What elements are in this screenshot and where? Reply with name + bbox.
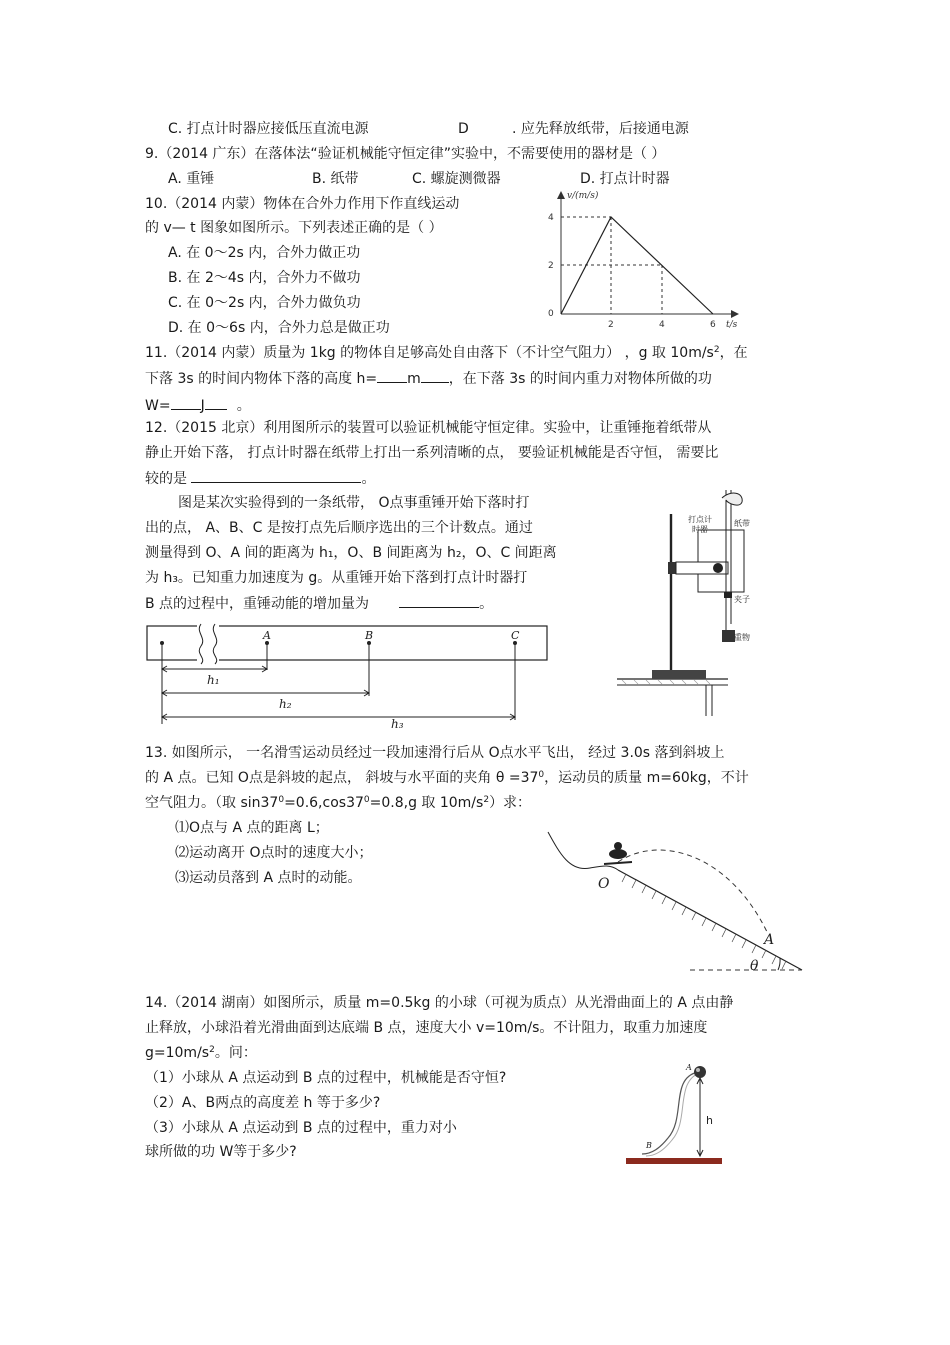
q10-option-c: C. 在 0～2s 内，合外力做负功 [168, 295, 361, 311]
q12-line2: 静止开始下落， 打点计时器在纸带上打出一系列清晰的点， 要验证机械能是否守恒， 需要比 [145, 445, 719, 461]
q14-curve-figure [620, 1058, 730, 1170]
q10-option-a: A. 在 0～2s 内，合外力做正功 [168, 245, 361, 261]
skier-icon [604, 842, 632, 864]
q12-blank-compare[interactable] [191, 468, 361, 483]
label-timer-2: 时器 [692, 525, 708, 534]
label-c: C [511, 629, 520, 642]
q8-option-d: . 应先释放纸带，后接通电源 [512, 121, 689, 137]
q12-line8: B 点的过程中，重锤动能的增加量为 。 [145, 593, 493, 614]
q12-line1: 12.（2015 北京）利用图所示的装置可以验证机械能守恒定律。实验中，让重锤拖着纸带从 [145, 420, 712, 436]
q11-line3: W= J 。 [145, 395, 251, 416]
q9-option-c: C. 螺旋测微器 [412, 171, 501, 187]
label-h1: h₁ [207, 673, 220, 687]
q14-sub3-cont: 球所做的功 W等于多少? [145, 1144, 297, 1160]
label-timer-1: 打点计 [688, 515, 712, 524]
ball [694, 1066, 706, 1078]
q14-sub2: （2）A、B两点的高度差 h 等于多少? [145, 1095, 381, 1111]
x-tick-4: 4 [659, 320, 665, 330]
label-a: A [686, 1063, 692, 1072]
label-b: B [646, 1141, 652, 1150]
y-tick-2: 2 [548, 261, 554, 271]
q11-blank-w[interactable] [171, 395, 201, 410]
q13-ski-slope-figure [540, 824, 810, 976]
q10-option-d: D. 在 0～6s 内，合外力总是做正功 [168, 320, 390, 336]
label-h: h [706, 1114, 713, 1127]
q12-line6: 测量得到 O、A 间的距离为 h₁，O、B 间距离为 h₂，O、C 间距离 [145, 545, 557, 561]
slope-line [618, 870, 802, 970]
q9-option-b: B. 纸带 [312, 171, 359, 187]
q9-stem: 9.（2014 广东）在落体法“验证机械能守恒定律”实验中，不需要使用的器材是（ ） [145, 146, 666, 162]
y-tick-4: 4 [548, 213, 554, 223]
ground [626, 1158, 722, 1164]
q11-line1: 11.（2014 内蒙）质量为 1kg 的物体自足够高处自由落下（不计空气阻力） ，g 取 $10m/s^2$，在 [145, 345, 748, 361]
y-tick-0: 0 [548, 309, 554, 319]
q13-line3: 空气阻力。（取 $\sin 37^0=0.6,\cos 37^0=0.8,g$ 取 $10m/s^2$）求： [145, 795, 532, 811]
label-theta: θ [750, 958, 759, 974]
q12-line4: 图是某次实验得到的一条纸带， O点事重锤开始下落时打 [178, 495, 530, 511]
q10-stem-line1: 10.（2014 内蒙）物体在合外力作用下作直线运动 [145, 196, 460, 212]
q13-line1: 13. 如图所示， 一名滑雪运动员经过一段加速滑行后从 O点水平飞出， 经过 3.0s 落到斜坡上 [145, 745, 725, 761]
q12-line3: 较的是 。 [145, 468, 375, 489]
theta-arc [778, 958, 780, 970]
velocity-line [561, 217, 713, 314]
label-tape: 纸带 [734, 519, 750, 528]
q8-option-c: C. 打点计时器应接低压直流电源 [168, 121, 369, 137]
q12-blank-ek[interactable] [399, 593, 479, 608]
q12-line5: 出的点， A、B、C 是按打点先后顺序选出的三个计数点。通过 [145, 520, 533, 536]
rod-clamp [668, 562, 676, 574]
q11-blank-h[interactable] [377, 368, 407, 383]
x-tick-2: 2 [608, 320, 614, 330]
x-tick-6: 6 [710, 320, 716, 330]
q13-sub3: ⑶运动员落到 A 点时的动能。 [175, 870, 362, 886]
q13-sub1: ⑴O点与 A 点的距离 L； [175, 820, 329, 836]
label-a: A [263, 629, 271, 642]
q14-line3: $g=10m/s^2$。问： [145, 1045, 257, 1061]
hand-icon [722, 493, 742, 505]
q14-sub1: （1）小球从 A 点运动到 B 点的过程中，机械能是否守恒? [145, 1070, 507, 1086]
q10-stem-line2: 的 v— t 图象如图所示。下列表述正确的是（ ） [145, 220, 443, 236]
trajectory-dashed [618, 850, 768, 934]
q12-line7: 为 h₃。已知重力加速度为 g。从重锤开始下落到打点计时器打 [145, 570, 528, 586]
q14-sub3: （3）小球从 A 点运动到 B 点的过程中，重力对小 [145, 1120, 457, 1136]
q13-sub2: ⑵运动离开 O点时的速度大小； [175, 845, 373, 861]
y-axis-label: v/(m/s) [567, 191, 599, 201]
stand-base [652, 670, 706, 679]
label-a: A [764, 932, 775, 948]
timer-coil [713, 563, 723, 573]
q14-line1: 14.（2014 湖南）如图所示，质量 m=0.5kg 的小球（可视为质点）从光滑曲面上的 A 点由静 [145, 995, 734, 1011]
timer-box [698, 530, 744, 592]
q10-option-b: B. 在 2～4s 内，合外力不做功 [168, 270, 361, 286]
label-clip: 夹子 [734, 595, 750, 604]
label-weight: 重物 [734, 633, 750, 642]
x-axis-label: t/s [726, 320, 738, 330]
label-o: O [598, 876, 610, 892]
q10-vt-graph [535, 185, 745, 335]
q9-option-a: A. 重锤 [168, 171, 215, 187]
q14-line2: 止释放，小球沿着光滑曲面到达底端 B 点，速度大小 v=10m/s。不计阻力，取重力加速度 [145, 1020, 708, 1036]
q9-option-d: D. 打点计时器 [580, 171, 670, 187]
q12-apparatus-figure [612, 484, 750, 716]
q12-paper-tape-figure [145, 620, 555, 732]
q13-line2: 的 A 点。已知 O点是斜坡的起点， 斜坡与水平面的夹角 $\theta =37^0$，运动员的质量 m=60kg，不计 [145, 770, 749, 786]
label-b: B [365, 629, 374, 642]
q11-line2: 下落 3s 的时间内物体下落的高度 h= m ，在下落 3s 的时间内重力对物体所做的功 [145, 368, 712, 389]
clip [724, 592, 732, 598]
label-h2: h₂ [279, 697, 292, 711]
q8-option-d-letter: D [458, 121, 469, 137]
label-h3: h₃ [391, 717, 404, 731]
